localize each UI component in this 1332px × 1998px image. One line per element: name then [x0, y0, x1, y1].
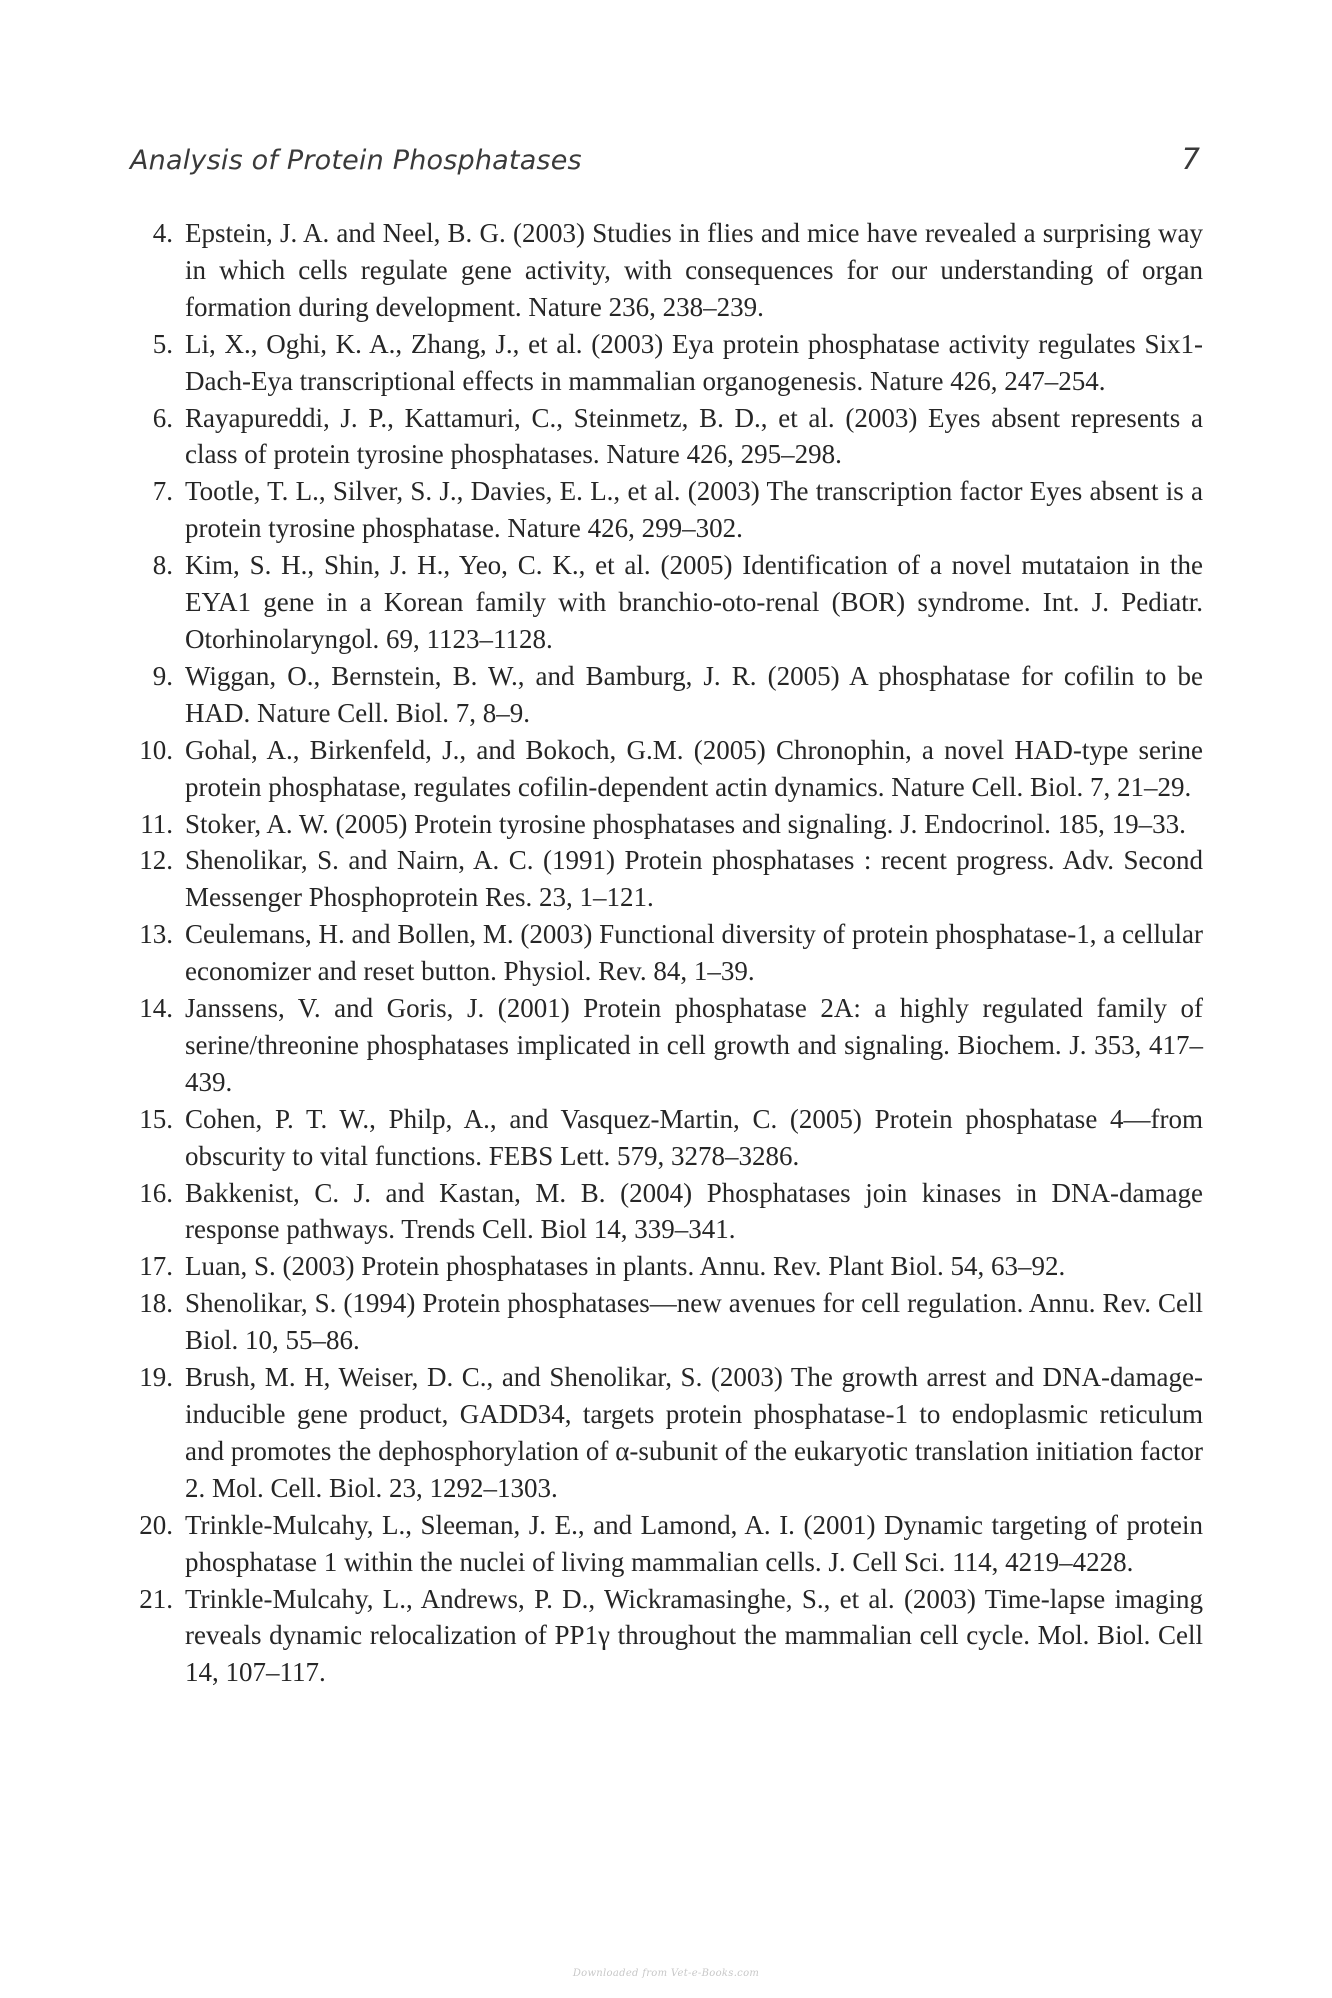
reference-number: 5. — [152, 328, 173, 359]
reference-text: Tootle, T. L., Silver, S. J., Davies, E. L., et al. (2003) The transcription factor Eyes absent is a protein tyrosine phosphatase. Nature 426, 299–302. — [185, 476, 1203, 544]
reference-number: 11. — [140, 808, 173, 839]
reference-text: Bakkenist, C. J. and Kastan, M. B. (2004) Phosphatases join kinases in DNA-damage response pathways. Trends Cell. Biol 14, 339–341. — [185, 1177, 1203, 1245]
reference-number: 4. — [152, 218, 173, 248]
running-header — [130, 142, 1202, 186]
reference-text: Epstein, J. A. and Neel, B. G. (2003) Studies in flies and mice have revealed a surprising way in which cells regulate gene activity, with consequences for our understanding of organ formation during development. Nature 236, 238–239. — [185, 218, 1203, 322]
reference-text: Stoker, A. W. (2005) Protein tyrosine phosphatases and signaling. J. Endocrinol. 185, 19–33. — [185, 808, 1186, 839]
reference-text: Trinkle-Mulcahy, L., Andrews, P. D., Wickramasinghe, S., et al. (2003) Time-lapse imaging reveals dynamic relocalization of PP1γ throughout the mammalian cell cycle. Mol. Biol. Cell 14, 107–117. — [185, 1583, 1203, 1688]
reference-item — [125, 1359, 1203, 1507]
reference-item — [125, 658, 1203, 732]
reference-text: Ceulemans, H. and Bollen, M. (2003) Functional diversity of protein phosphatase-1, a cellular economizer and reset button. Physiol. Rev. 84, 1–39. — [185, 919, 1203, 987]
reference-item — [125, 806, 1203, 843]
reference-number: 7. — [152, 476, 173, 507]
reference-item — [125, 326, 1203, 400]
reference-number: 18. — [139, 1288, 173, 1319]
reference-item — [125, 473, 1203, 547]
reference-item — [125, 916, 1203, 990]
reference-item — [125, 842, 1203, 916]
reference-item — [125, 400, 1203, 474]
reference-text: Janssens, V. and Goris, J. (2001) Protein phosphatase 2A: a highly regulated family of serine/threonine phosphatases implicated in cell growth and signaling. Biochem. J. 353, 417–439. — [185, 993, 1203, 1097]
reference-text: Rayapureddi, J. P., Kattamuri, C., Steinmetz, B. D., et al. (2003) Eyes absent represents a class of protein tyrosine phosphatases. Nature 426, 295–298. — [185, 402, 1203, 470]
reference-number: 9. — [152, 660, 173, 691]
reference-number: 15. — [139, 1103, 173, 1134]
reference-item — [125, 547, 1203, 658]
download-watermark: Downloaded from Vet-e-Books.com — [572, 1968, 760, 1979]
reference-number: 14. — [139, 993, 173, 1024]
reference-number: 6. — [152, 402, 173, 433]
reference-number: 17. — [139, 1251, 173, 1282]
reference-number: 8. — [152, 550, 173, 581]
reference-text: Brush, M. H, Weiser, D. C., and Shenolikar, S. (2003) The growth arrest and DNA-damage-inducible gene product, GADD34, targets protein phosphatase-1 to endoplasmic reticulum and promotes the dephosphorylation of α-subunit of the eukaryotic translation initiation factor 2. Mol. Cell. Biol. 23, 1292–1303. — [185, 1362, 1203, 1503]
reference-number: 10. — [139, 734, 173, 765]
reference-item — [125, 1507, 1203, 1581]
reference-number: 20. — [139, 1509, 173, 1540]
reference-text: Trinkle-Mulcahy, L., Sleeman, J. E., and Lamond, A. I. (2001) Dynamic targeting of protein phosphatase 1 within the nuclei of living mammalian cells. J. Cell Sci. 114, 4219–4228. — [185, 1509, 1203, 1577]
reference-item — [125, 1175, 1203, 1249]
reference-number: 12. — [139, 845, 173, 876]
reference-item — [125, 990, 1203, 1101]
reference-item — [125, 215, 1203, 326]
reference-item — [125, 1101, 1203, 1175]
reference-text: Luan, S. (2003) Protein phosphatases in plants. Annu. Rev. Plant Biol. 54, 63–92. — [185, 1251, 1066, 1282]
reference-number: 13. — [139, 919, 173, 950]
reference-number: 19. — [139, 1362, 173, 1393]
reference-list — [125, 215, 1203, 1691]
page-number: 7 — [1181, 142, 1200, 176]
reference-item — [125, 1581, 1203, 1692]
reference-text: Kim, S. H., Shin, J. H., Yeo, C. K., et al. (2005) Identification of a novel mutataion in the EYA1 gene in a Korean family with branchio-oto-renal (BOR) syndrome. Int. J. Pediatr. Otorhinolaryngol. 69, 1123–1128. — [185, 550, 1203, 654]
reference-item — [125, 732, 1203, 806]
reference-text: Wiggan, O., Bernstein, B. W., and Bamburg, J. R. (2005) A phosphatase for cofilin to be HAD. Nature Cell. Biol. 7, 8–9. — [185, 660, 1203, 728]
reference-item — [125, 1285, 1203, 1359]
chapter-title: Analysis of Protein Phosphatases — [130, 145, 582, 176]
reference-number: 21. — [139, 1583, 173, 1614]
reference-item — [125, 1248, 1203, 1285]
reference-text: Li, X., Oghi, K. A., Zhang, J., et al. (2003) Eya protein phosphatase activity regulates Six1-Dach-Eya transcriptional effects in mammalian organogenesis. Nature 426, 247–254. — [185, 328, 1203, 396]
reference-text: Shenolikar, S. (1994) Protein phosphatases—new avenues for cell regulation. Annu. Rev. Cell Biol. 10, 55–86. — [185, 1288, 1203, 1356]
reference-number: 16. — [139, 1177, 173, 1208]
reference-text: Gohal, A., Birkenfeld, J., and Bokoch, G.M. (2005) Chronophin, a novel HAD-type serine protein phosphatase, regulates cofilin-dependent actin dynamics. Nature Cell. Biol. 7, 21–29. — [185, 734, 1203, 802]
reference-text: Cohen, P. T. W., Philp, A., and Vasquez-Martin, C. (2005) Protein phosphatase 4—from obscurity to vital functions. FEBS Lett. 579, 3278–3286. — [185, 1103, 1203, 1171]
reference-text: Shenolikar, S. and Nairn, A. C. (1991) Protein phosphatases : recent progress. Adv. Second Messenger Phosphoprotein Res. 23, 1–121. — [185, 845, 1203, 913]
